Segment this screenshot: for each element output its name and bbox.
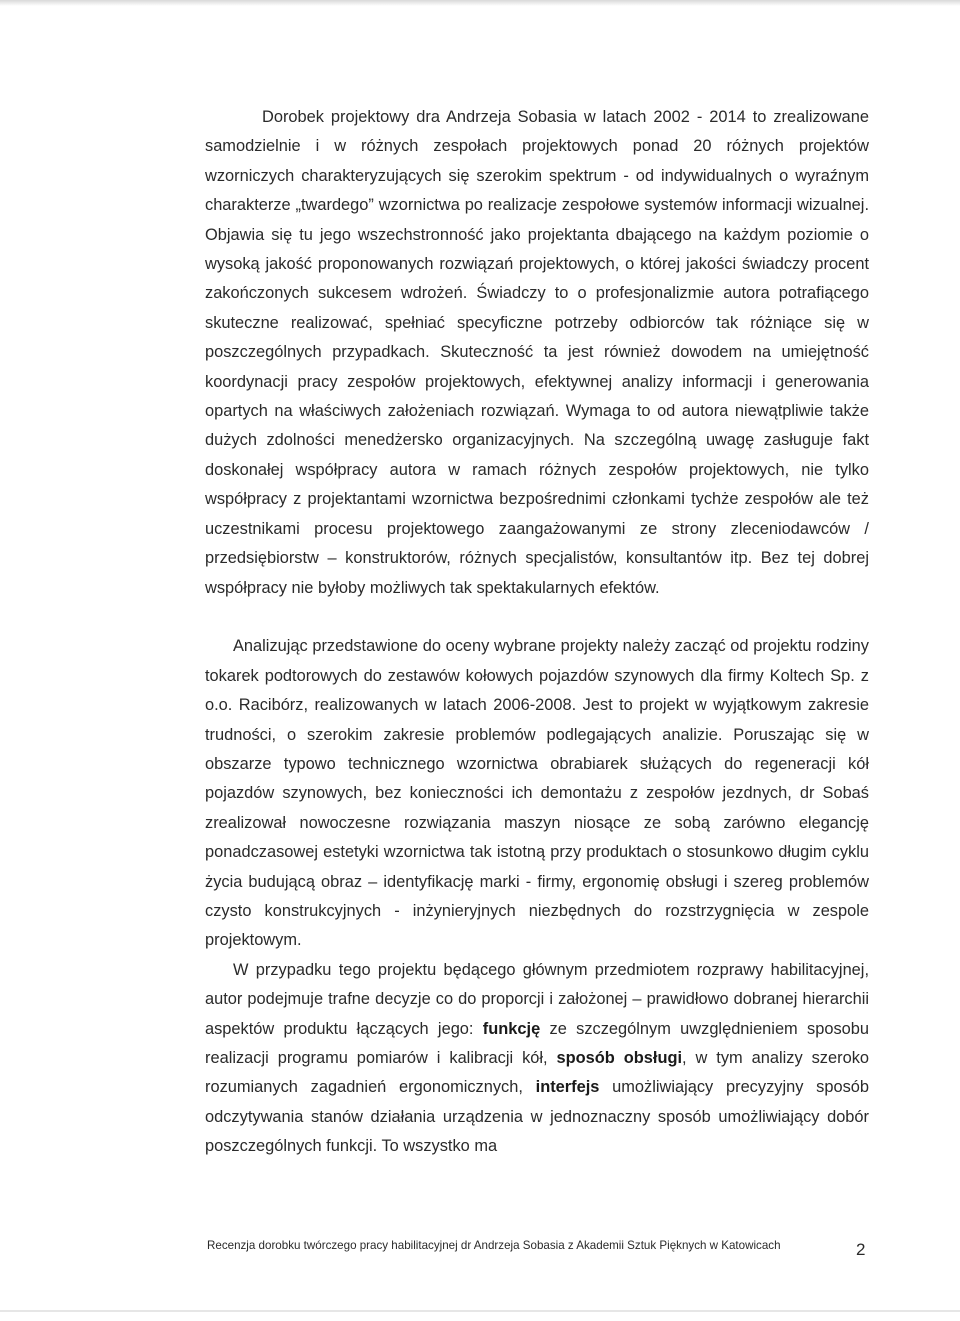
paragraph-3 bbox=[205, 956, 869, 1162]
paragraph-3-text-4: umożliwiający precyzyjny sposób odczytywania stanów działania urządzenia w jednoznaczny sposób umożliwiający dobór poszczególnych funkcji. To wszystko ma bbox=[205, 1078, 869, 1156]
paragraph-3-text-1: W przypadku tego projektu będącego głównym przedmiotem rozprawy habilitacyjnej, autor podejmuje trafne decyzje co do proporcji i założonej – prawidłowo dobranej hierarchii aspektów produktu łączących jego: bbox=[205, 960, 869, 1038]
page-footer: Recenzja dorobku twórczego pracy habilitacyjnej dr Andrzeja Sobasia z Akademii Sztuk Pięknych w Katowicach bbox=[207, 1239, 781, 1252]
paragraph-3-bold-operation: sposób obsługi bbox=[556, 1048, 683, 1067]
scan-edge-top bbox=[0, 0, 960, 6]
paragraph-3-text-3: , w tym analizy szeroko rozumianych zagadnień ergonomicznych, bbox=[205, 1048, 870, 1097]
document-body bbox=[205, 103, 869, 1162]
paragraph-3-bold-function: funkcję bbox=[482, 1019, 541, 1038]
paragraph-2: Analizując przedstawione do oceny wybrane projekty należy zacząć od projektu rodziny tokarek podtorowych do zestawów kołowych pojazdów szynowych dla firmy Koltech Sp. z o.o. Racibórz, realizowanych w latach 2006-2008. Jest to projekt w wyjątkowym zakresie trudności, o szerokim zakresie problemów podlegających analizie. Poruszając się w obszarze typowo technicznego wzornictwa obrabiarek służących do regeneracji kół pojazdów szynowych, bez konieczności ich demontażu z zespołów jezdnych, dr Sobaś zrealizował nowoczesne rozwiązania maszyn niosące ze sobą zarówno elegancję ponadczasowej estetyki wzornictwa tak istotną przy produktach o stosunkowo długim cyklu życia budującą obraz – identyfikację marki - firmy, ergonomię obsługi i szereg problemów czysto konstrukcyjnych - inżynieryjnych niezbędnych do rozstrzygnięcia w zespole projektowym. bbox=[205, 637, 869, 950]
paragraph-3-bold-interface: interfejs bbox=[535, 1078, 600, 1097]
page-number: 2 bbox=[856, 1240, 866, 1259]
paragraph-1: Dorobek projektowy dra Andrzeja Sobasia w latach 2002 - 2014 to zrealizowane samodzielnie i w różnych zespołach projektowych ponad 20 różnych projektów wzorniczych charakteryzujących się szerokim spektrum - od indywidualnych o wyraźnym charakterze „twardego” wzornictwa po realizacje zespołowe systemów informacji wizualnej. Objawia się tu jego wszechstronność jako projektanta dbającego na każdym poziomie o wysoką jakość proponowanych rozwiązań projektowych, o której jakości świadczy procent zakończonych sukcesem wdrożeń. Świadczy to o profesjonalizmie autora potrafiącego skuteczne realizować, spełniać specyficzne potrzeby odbiorców tak różniące się w poszczególnych przypadkach. Skuteczność ta jest również dowodem na umiejętność koordynacji pracy zespołów projektowych, efektywnej analizy informacji i generowania opartych na właściwych założeniach rozwiązań. Wymaga to od autora niewątpliwie także dużych zdolności menedżersko organizacyjnych. Na szczególną uwagę zasługuje fakt doskonałej współpracy autora w ramach różnych zespołów projektowych, nie tylko współpracy z projektantami wzornictwa bezpośrednimi członkami tychże zespołów ale też uczestnikami procesu projektowego zaangażowanymi ze strony zleceniodawców / przedsiębiorstw – konstruktorów, różnych specjalistów, konsultantów itp. Bez tej dobrej współpracy nie byłoby możliwych tak spektakularnych efektów. bbox=[205, 108, 869, 597]
scan-edge-bottom bbox=[0, 1310, 960, 1312]
paragraph-3-text-2: ze szczególnym uwzględnieniem sposobu realizacji programu pomiarów i kalibracji kół, bbox=[205, 1019, 869, 1067]
